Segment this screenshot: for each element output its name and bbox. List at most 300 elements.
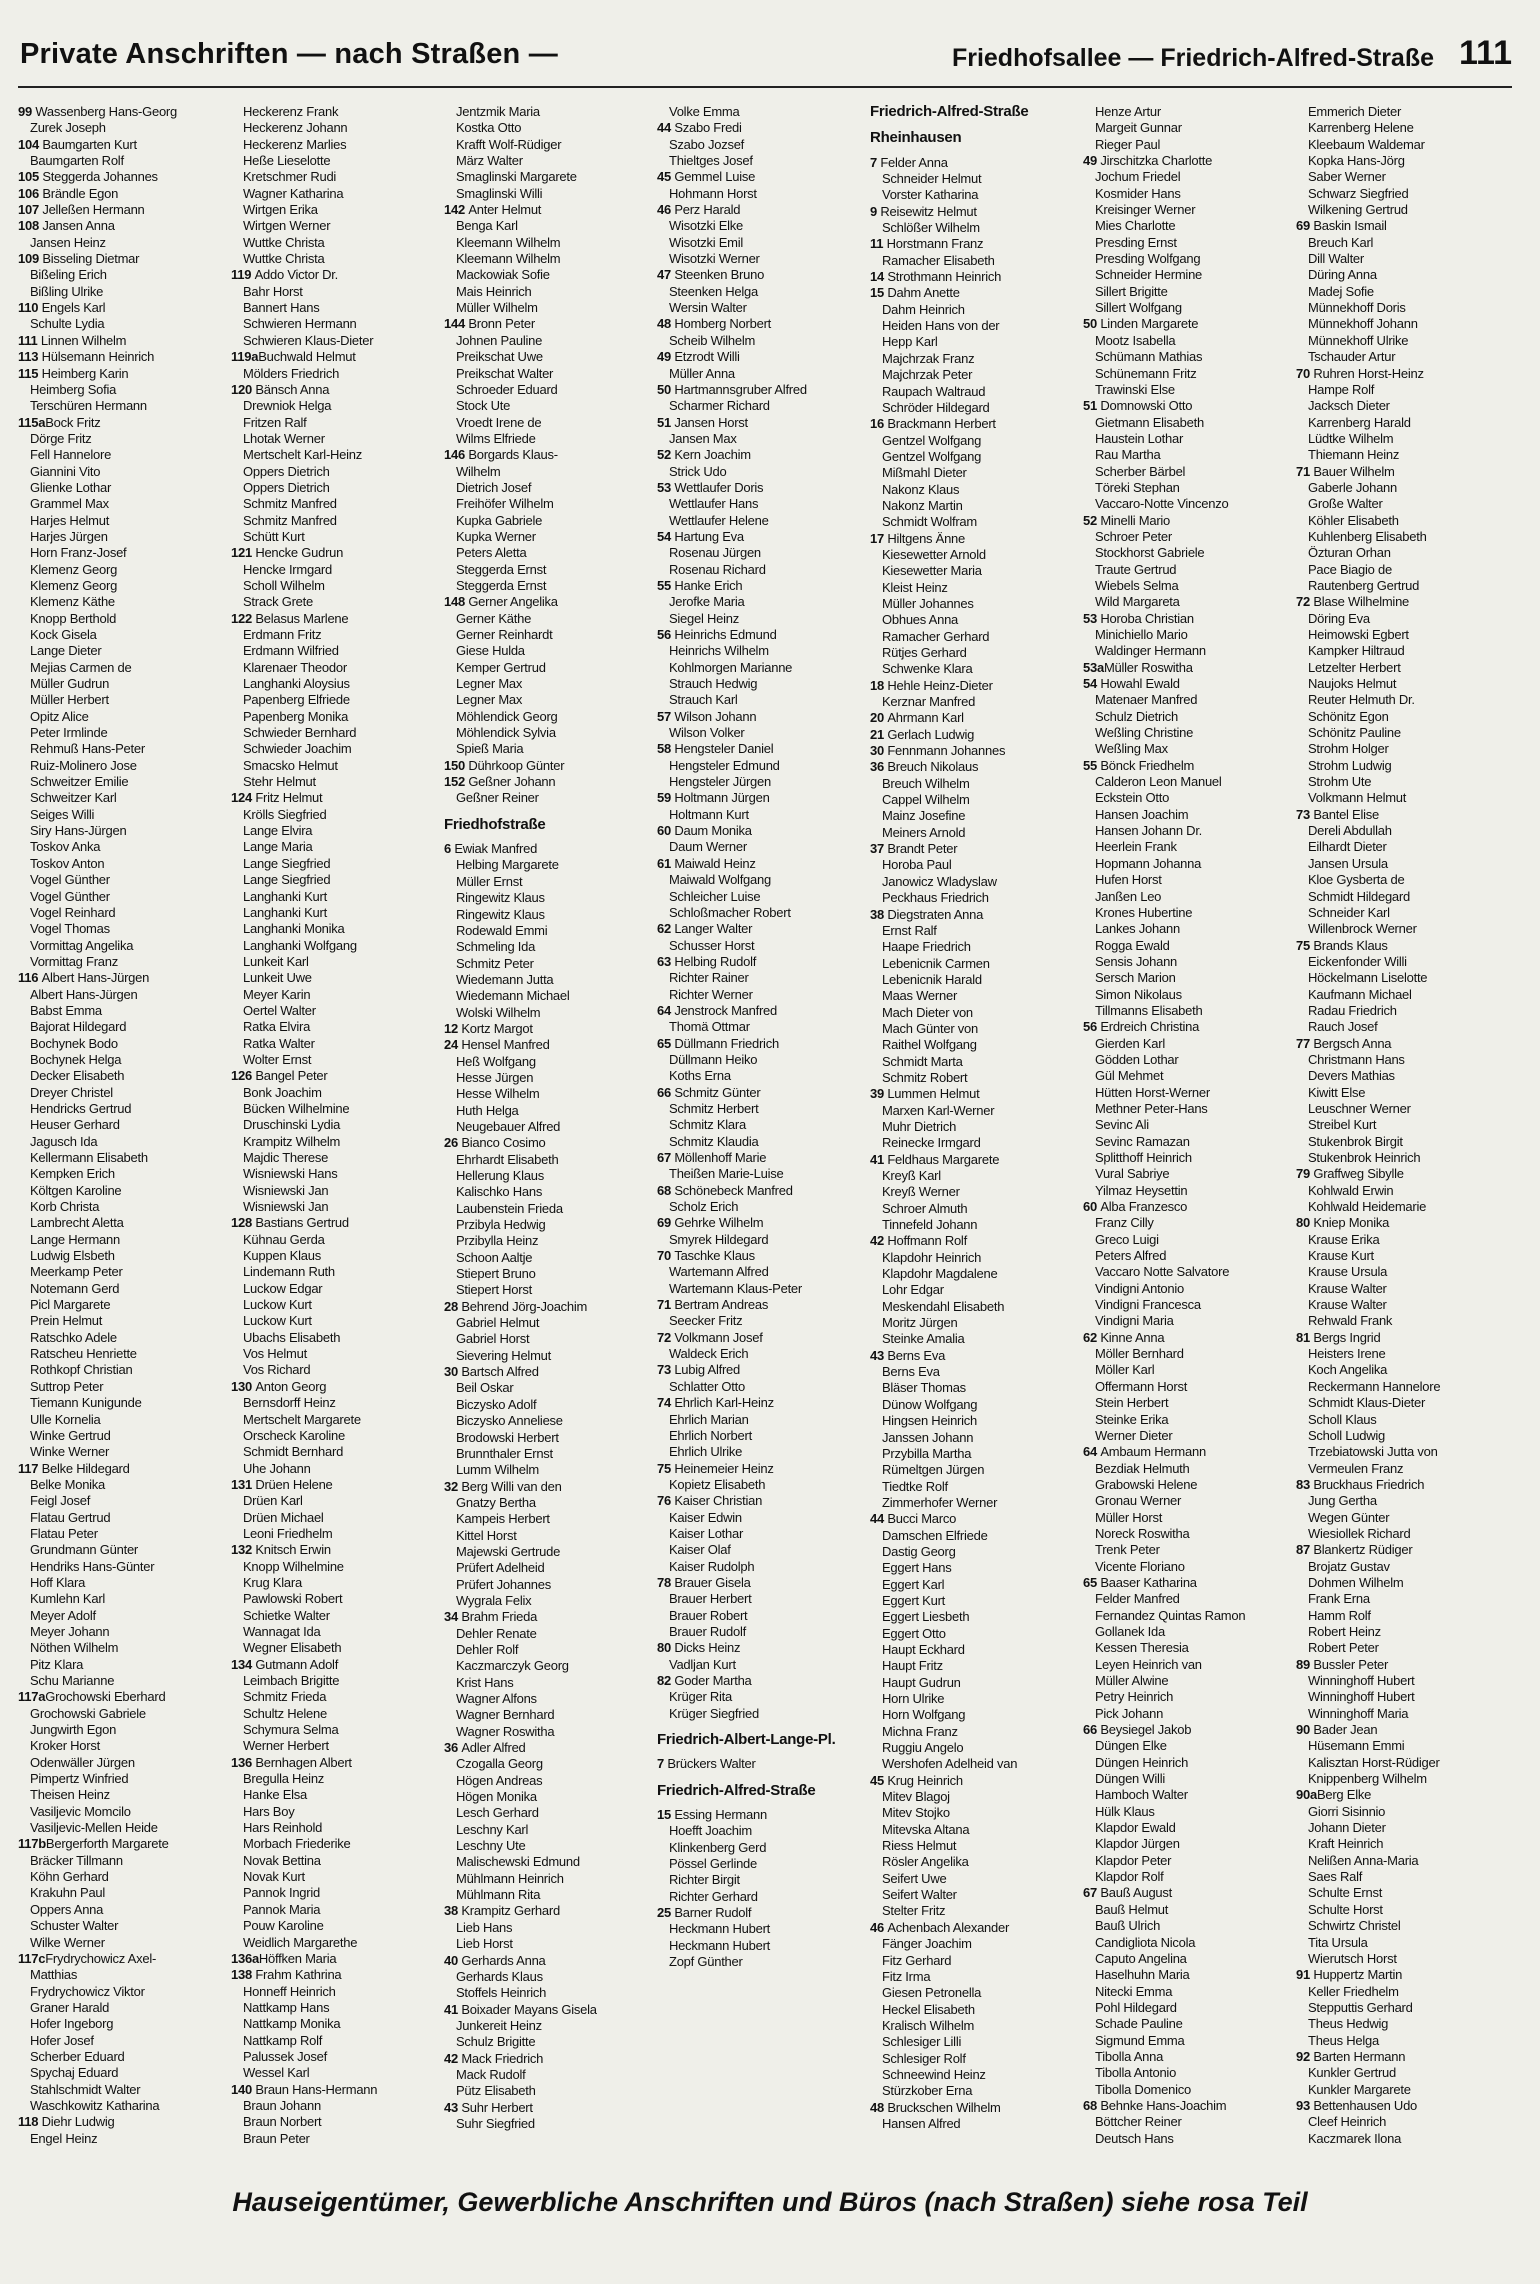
house-number: 144 [444,316,469,332]
directory-entry: Schulte Ernst [1308,1885,1383,1901]
house-number: 18 [870,677,888,693]
directory-entry: Stelter Fritz [882,1903,946,1919]
directory-entry: Hütten Horst-Werner [1095,1084,1210,1100]
house-number: 55 [657,577,675,593]
directory-entry: Brauer Herbert [669,1591,752,1607]
directory-entry: Kreyß Werner [882,1184,960,1200]
directory-entry: Düngen Willi [1095,1771,1165,1787]
directory-entry: Smyrek Hildegard [669,1231,769,1247]
directory-entry: Langhanki Wolfgang [243,937,357,953]
directory-entry: Gödden Lothar [1095,1051,1179,1067]
directory-entry: Nelißen Anna-Maria [1308,1852,1419,1868]
directory-entry: Nakonz Klaus [882,481,960,497]
directory-entry: Strauch Hedwig [669,676,758,692]
directory-entry: Majchrzak Peter [882,367,973,383]
directory-entry: 14 Strothmann Heinrich [870,269,1002,285]
directory-entry: Stoffels Heinrich [456,1985,547,2001]
directory-entry: Stukenbrok Heinrich [1308,1150,1421,1165]
directory-entry: Schmitz Klaudia [669,1133,759,1149]
house-number: 6 [444,841,455,857]
directory-entry: Eggert Karl [882,1576,945,1592]
house-number: 150 [444,757,469,773]
directory-entry: Wirtgen Erika [243,202,318,218]
directory-entry: Krölls Siegfried [243,806,327,822]
directory-entry: Felder Manfred [1095,1591,1180,1607]
directory-entry: Eggert Kurt [882,1592,946,1608]
directory-entry: Marxen Karl-Werner [882,1102,995,1118]
house-number: 54 [657,528,675,544]
directory-entry: Kohlwald Heidemarie [1308,1199,1427,1215]
directory-entry: Hansen Alfred [882,2115,961,2131]
directory-entry: 142 Anter Helmut [444,202,542,218]
directory-entry: Petry Heinrich [1095,1689,1174,1705]
directory-entry: Mitev Blagoj [882,1789,950,1805]
directory-entry: Böttcher Reiner [1095,2114,1182,2130]
directory-entry: Gronau Werner [1095,1493,1182,1509]
directory-entry: Frank Erna [1308,1591,1370,1607]
directory-entry: Wartemann Alfred [669,1264,769,1280]
directory-entry: 107 Jelleßen Hermann [18,202,145,218]
directory-entry: Ratka Elvira [243,1019,311,1035]
directory-entry: Rosenau Richard [669,561,766,577]
house-number: 46 [870,1919,888,1935]
directory-entry: Müller Johannes [882,595,974,611]
directory-entry: Jerofke Maria [669,594,745,610]
directory-entry: Vadljan Kurt [669,1656,736,1672]
house-number: 40 [444,1952,462,1968]
footer-note: Hauseigentümer, Gewerbliche Anschriften und Büros (nach Straßen) siehe rosa Teil [232,2187,1308,2217]
directory-entry: 32 Berg Willi van den [444,1478,562,1494]
directory-entry: Bajorat Hildegard [30,1019,127,1035]
directory-entry: Frydrychowicz Viktor [30,1983,145,1999]
directory-entry: Trzebiatowski Jutta von [1308,1444,1438,1460]
house-number: 15 [657,1807,675,1823]
directory-entry: Wiesiollek Richard [1308,1525,1411,1541]
directory-entry: Wagner Roswitha [456,1723,555,1739]
directory-entry: 65 Düllmann Friedrich [657,1035,779,1051]
directory-entry: Kohlwald Erwin [1308,1182,1394,1198]
house-number: 56 [1083,1019,1101,1035]
directory-entry: 80 Kniep Monika [1296,1215,1390,1231]
directory-entry: Spieß Maria [456,741,524,757]
directory-entry: Palussek Josef [243,2048,327,2064]
directory-entry: Schmitz Peter [456,955,534,971]
directory-entry: Ratschko Adele [30,1329,117,1345]
directory-entry: 117 Belke Hildegard [18,1460,130,1476]
house-number: 119a [231,349,259,365]
directory-entry: Muhr Dietrich [882,1118,957,1134]
directory-entry: Scherber Eduard [30,2048,125,2064]
directory-entry: Wisniewski Jan [243,1199,329,1215]
house-number: 99 [18,104,36,119]
directory-entry: Schusser Horst [669,937,755,953]
directory-entry: Schu Marianne [30,1673,115,1688]
directory-entry: Hüsemann Emmi [1308,1738,1405,1754]
directory-entry: Stehr Helmut [243,774,316,790]
directory-entry: Vasiljevic Momcilo [30,1803,131,1819]
house-number: 72 [1296,594,1314,610]
directory-entry: Tillmanns Elisabeth [1095,1002,1203,1018]
house-number: 56 [657,627,675,642]
directory-entry: Siry Hans-Jürgen [30,823,127,839]
house-number: 140 [231,2081,256,2097]
house-number: 113 [18,349,42,365]
directory-entry: 82 Goder Martha [657,1673,752,1688]
house-number: 132 [231,1542,256,1558]
directory-entry: Pitz Klara [30,1656,84,1672]
directory-entry: Klemenz Käthe [30,594,115,610]
directory-entry: Geßner Reiner [456,790,539,806]
house-number: 120 [231,381,256,397]
directory-entry: Wilkening Gertrud [1308,202,1408,218]
directory-entry: 36 Adler Alfred [444,1740,526,1756]
directory-entry: Lebenicnik Harald [882,971,982,987]
directory-entry: 148 Gerner Angelika [444,594,558,610]
house-number: 30 [870,743,888,759]
directory-entry: 60 Alba Franzesco [1083,1199,1188,1215]
directory-entry: Emmerich Dieter [1308,104,1402,119]
house-number: 81 [1296,1329,1314,1345]
directory-entry: 117bBergerforth Margarete [18,1836,169,1852]
directory-entry: Kralisch Wilhelm [882,2017,975,2033]
house-number: 50 [657,381,675,397]
column-7 [1296,104,1509,2164]
directory-entry: Ruiz-Molinero Jose [30,757,137,773]
house-number: 9 [870,203,881,219]
directory-entry: Weidlich Margarethe [243,1934,358,1950]
directory-entry: Scharmer Richard [669,398,770,414]
directory-entry: Novak Bettina [243,1852,321,1868]
directory-entry: Oppers Dietrich [243,463,330,479]
directory-entry: 80 Dicks Heinz [657,1640,741,1656]
directory-entry: 54 Hartung Eva [657,528,744,544]
directory-entry: Braun Norbert [243,2114,322,2130]
directory-entry: Scherber Bärbel [1095,463,1186,479]
directory-entry: Heß Wolfgang [456,1053,536,1069]
directory-entry: Lankes Johann [1095,921,1180,937]
directory-entry: Henze Artur [1095,104,1161,119]
directory-entry: Devers Mathias [1308,1068,1395,1084]
house-number: 51 [657,414,675,430]
directory-entry: 130 Anton Georg [231,1378,327,1394]
directory-entry: Dastig Georg [882,1543,956,1559]
directory-entry: 92 Barten Hermann [1296,2048,1406,2064]
directory-entry: Eckstein Otto [1095,790,1170,806]
house-number: 89 [1296,1656,1314,1672]
directory-entry: Saes Ralf [1308,1869,1363,1885]
directory-entry: Theißen Marie-Luise [669,1166,784,1182]
directory-entry: Tibolla Antonio [1095,2065,1177,2081]
house-number: 111 [18,332,41,348]
directory-entry: Winninghoff Hubert [1308,1673,1415,1688]
directory-entry: Sensis Johann [1095,953,1178,969]
directory-entry: Neugebauer Alfred [456,1118,561,1134]
directory-entry: Wygrala Felix [456,1592,532,1608]
directory-entry: Jung Gertha [1308,1493,1377,1509]
directory-entry: Sevinc Ali [1095,1117,1149,1133]
directory-entry: Majchrzak Franz [882,350,975,366]
directory-entry: Meskendahl Elisabeth [882,1298,1005,1314]
directory-entry: 109 Bisseling Dietmar [18,251,140,267]
directory-entry: Döring Eva [1308,610,1370,626]
directory-entry: 21 Gerlach Ludwig [870,726,975,742]
directory-entry: Pimpertz Winfried [30,1771,129,1787]
directory-entry: Grammel Max [30,496,109,512]
directory-entry: Höckelmann Liselotte [1308,970,1428,986]
directory-entry: Langhanki Aloysius [243,676,350,692]
directory-entry: Zimmerhofer Werner [882,1494,998,1510]
directory-entry: Kock Gisela [30,627,97,642]
directory-entry: Theisen Heinz [30,1787,110,1803]
directory-entry: Haupt Eckhard [882,1641,965,1657]
directory-entry: Tibolla Domenico [1095,2081,1191,2097]
directory-entry: 38 Diegstraten Anna [870,906,984,922]
house-number: 61 [657,855,675,871]
directory-entry: Möller Bernhard [1095,1346,1184,1362]
directory-entry: Kaiser Lothar [669,1525,744,1541]
directory-entry: Bonk Joachim [243,1084,322,1100]
house-number: 36 [870,759,888,775]
directory-entry: Hoefft Joachim [669,1823,752,1839]
directory-entry: Bläser Thomas [882,1380,966,1396]
house-number: 69 [657,1215,675,1231]
directory-entry: Schlesiger Rolf [882,2050,966,2066]
directory-entry: Högen Andreas [456,1772,543,1788]
column-2 [231,104,444,2164]
directory-entry: Offermann Horst [1095,1378,1188,1394]
directory-entry: Müller Wilhelm [456,300,538,316]
directory-entry: 108 Jansen Anna [18,218,115,234]
directory-entry: 39 Lummen Helmut [870,1086,980,1102]
directory-entry: Schmitz Frieda [243,1689,327,1705]
directory-entry: Sigmund Emma [1095,2032,1185,2048]
directory-entry: Rauch Josef [1308,1019,1378,1035]
directory-entry: Wershofen Adelheid van [882,1756,1018,1772]
directory-entry: Karrenberg Harald [1308,414,1411,430]
directory-entry: Schmidt Bernhard [243,1444,344,1460]
directory-entry: Krüger Rita [669,1689,732,1705]
directory-entry: Vindigni Antonio [1095,1280,1185,1296]
directory-entry: Krampitz Wilhelm [243,1133,341,1149]
directory-entry: Kroker Horst [30,1738,100,1754]
directory-entry: Drüen Michael [243,1509,324,1525]
directory-entry: Moritz Jürgen [882,1315,958,1331]
directory-entry: Winke Gertrud [30,1427,111,1443]
directory-entry: Hars Reinhold [243,1820,323,1836]
directory-entry: Leoni Friedhelm [243,1525,333,1541]
house-number: 20 [870,710,888,726]
house-number: 122 [231,610,256,626]
directory-entry: Kraft Heinrich [1308,1836,1384,1852]
directory-entry: Hengsteler Edmund [669,757,780,773]
directory-entry: Rodewald Emmi [456,922,548,938]
directory-entry: Peters Alfred [1095,1248,1167,1264]
directory-entry: Maiwald Wolfgang [669,872,771,888]
directory-entry: 105 Steggerda Johannes [18,169,158,185]
house-number: 43 [444,2099,462,2115]
column-1 [18,104,231,2164]
directory-entry: Heckerenz Marlies [243,136,347,152]
directory-entry: Schwieder Bernhard [243,725,357,741]
directory-entry: Freihöfer Wilhelm [456,496,554,512]
house-number: 53a [1083,659,1104,675]
directory-entry: Stepputtis Gerhard [1308,1999,1413,2015]
directory-entry: Majdic Therese [243,1150,329,1165]
directory-entry: Peter Irmlinde [30,725,108,741]
directory-entry: Vasiljevic-Mellen Heide [30,1820,158,1836]
directory-entry: 43 Berns Eva [870,1347,946,1363]
directory-entry: Papenberg Monika [243,708,349,724]
directory-entry: Mühlmann Heinrich [456,1870,564,1886]
directory-entry: Brauer Rudolf [669,1623,746,1639]
directory-entry: Raithel Wolfgang [882,1037,977,1053]
directory-entry: Kretschmer Rudi [243,169,337,185]
directory-entry: Klapdohr Magdalene [882,1266,998,1282]
directory-entry: Gnatzy Bertha [456,1494,536,1510]
directory-entry: Stürzkober Erna [882,2083,973,2099]
house-number: 36 [444,1740,462,1756]
directory-entry: Bezdiak Helmuth [1095,1460,1190,1476]
directory-entry: Ehrlich Marian [669,1411,749,1427]
directory-entry: Lumm Wilhelm [456,1462,539,1478]
directory-entry: Wagner Bernhard [456,1707,555,1723]
directory-entry: Zopf Günther [669,1954,743,1970]
directory-entry: Bernsdorff Heinz [243,1395,336,1411]
directory-entry: Ehrlich Ulrike [669,1444,743,1460]
directory-entry: Tiedtke Rolf [882,1478,948,1494]
directory-entry: Knopp Wilhelmine [243,1558,344,1574]
directory-entry: Seifert Walter [882,1887,957,1903]
directory-entry: Krug Klara [243,1574,302,1590]
directory-entry: Orscheck Karoline [243,1427,345,1443]
house-number: 47 [657,267,675,283]
directory-entry: 110 Engels Karl [18,300,106,316]
directory-entry: Smaglinski Margarete [456,169,577,185]
directory-entry: 87 Blankertz Rüdiger [1296,1542,1413,1558]
directory-entry: 69 Gehrke Wilhelm [657,1215,764,1231]
directory-entry: Mertschelt Karl-Heinz [243,447,363,463]
directory-entry: Gerhards Klaus [456,1968,543,1984]
directory-entry: Margeit Gunnar [1095,120,1182,136]
directory-entry: Winninghoff Hubert [1308,1689,1415,1705]
house-number: 138 [231,1967,256,1983]
directory-entry: Meerkamp Peter [30,1264,123,1280]
directory-entry: Vroedt Irene de [456,414,542,430]
directory-entry: Brunnthaler Ernst [456,1445,553,1461]
directory-entry: Schroer Peter [1095,528,1172,544]
directory-entry: Janowicz Wladyslaw [882,873,997,889]
street-heading: Rheinhausen [870,130,962,147]
column-3 [444,104,657,2164]
directory-entry: 68 Behnke Hans-Joachim [1083,2097,1227,2113]
directory-entry: Kleemann Wilhelm [456,234,561,250]
directory-entry: Münnekhoff Ulrike [1308,332,1409,348]
house-number: 75 [1296,937,1314,953]
directory-entry: 90aBerg Elke [1296,1787,1372,1803]
directory-entry: 36 Breuch Nikolaus [870,759,979,775]
directory-entry: Giorri Sisinnio [1308,1803,1386,1819]
directory-entry: Biczysko Adolf [456,1396,537,1412]
directory-entry: Winninghoff Maria [1308,1705,1409,1721]
directory-entry: Krause Ursula [1308,1264,1388,1280]
directory-entry: Mölders Friedrich [243,365,340,381]
house-number: 49 [1083,153,1101,169]
directory-entry: Müller Gudrun [30,676,110,692]
directory-entry: Jentzmik Maria [456,104,540,119]
directory-entry: Waschkowitz Katharina [30,2097,160,2113]
directory-entry: Eggert Otto [882,1625,946,1641]
directory-entry: Heckerenz Frank [243,104,339,119]
directory-entry: Krüger Siegfried [669,1705,759,1721]
directory-entry: Wilms Elfriede [456,430,536,446]
directory-entry: Heckmann Hubert [669,1937,771,1953]
directory-entry: Hanke Elsa [243,1787,307,1803]
directory-entry: Schoon Aaltje [456,1249,533,1265]
directory-entry: Reuter Helmuth Dr. [1308,692,1415,708]
directory-entry: Gerner Reinhardt [456,627,553,642]
directory-entry: Reckermann Hannelore [1308,1378,1441,1394]
directory-entry: Graner Harald [30,1999,110,2015]
directory-entry: 71 Bauer Wilhelm [1296,463,1395,479]
directory-entry: Tita Ursula [1308,1934,1368,1950]
directory-entry: 15 Dahm Anette [870,285,960,301]
directory-entry: Bochynek Helga [30,1051,122,1067]
directory-entry: 58 Hengsteler Daniel [657,741,774,757]
directory-entry: Damschen Elfriede [882,1527,988,1543]
directory-entry: Mißmahl Dieter [882,465,967,481]
directory-entry: Vogel Thomas [30,921,110,937]
directory-entry: Jansen Heinz [30,234,106,250]
directory-entry: Wisotzki Werner [669,251,760,267]
directory-entry: Breuch Wilhelm [882,775,970,791]
directory-entry: Wisniewski Hans [243,1166,338,1182]
directory-entry: Wolski Wilhelm [456,1004,541,1020]
directory-entry: Nöthen Wilhelm [30,1640,119,1656]
directory-entry: Luckow Kurt [243,1297,312,1313]
directory-entry: Jagusch Ida [30,1133,98,1149]
house-number: 38 [870,906,888,922]
directory-entry: Beil Oskar [456,1380,514,1396]
directory-entry: 76 Kaiser Christian [657,1493,763,1509]
directory-entry: Peckhaus Friedrich [882,890,989,906]
directory-entry: 104 Baumgarten Kurt [18,136,137,152]
directory-entry: 42 Mack Friedrich [444,2050,544,2066]
house-number: 49 [657,349,675,365]
directory-entry: Baumgarten Rolf [30,153,124,169]
house-number: 148 [444,594,469,610]
directory-entry: Haustein Lothar [1095,430,1184,446]
directory-entry: 60 Daum Monika [657,823,752,839]
directory-entry: Dohmen Wilhelm [1308,1574,1404,1590]
directory-entry: Wegen Günter [1308,1509,1390,1525]
directory-entry: Steinke Amalia [882,1331,965,1347]
directory-entry: Eggert Liesbeth [882,1609,970,1625]
directory-entry: Münnekhoff Doris [1308,300,1406,316]
directory-entry: Johnen Pauline [456,332,543,348]
house-number: 90 [1296,1722,1314,1738]
directory-entry: Ehrhardt Elisabeth [456,1151,559,1167]
directory-entry: 11 Horstmann Franz [870,236,984,252]
column-6 [1083,104,1296,2164]
directory-entry: 79 Graffweg Sibylle [1296,1166,1404,1182]
directory-entry: Kaczmarczyk Georg [456,1658,569,1674]
directory-entry: Strack Grete [243,594,313,610]
directory-entry: Schwenke Klara [882,661,973,677]
house-number: 91 [1296,1967,1314,1983]
directory-entry: Knippenberg Wilhelm [1308,1771,1427,1787]
directory-entry: Helbing Margarete [456,857,559,873]
directory-entry: Matenaer Manfred [1095,692,1198,708]
